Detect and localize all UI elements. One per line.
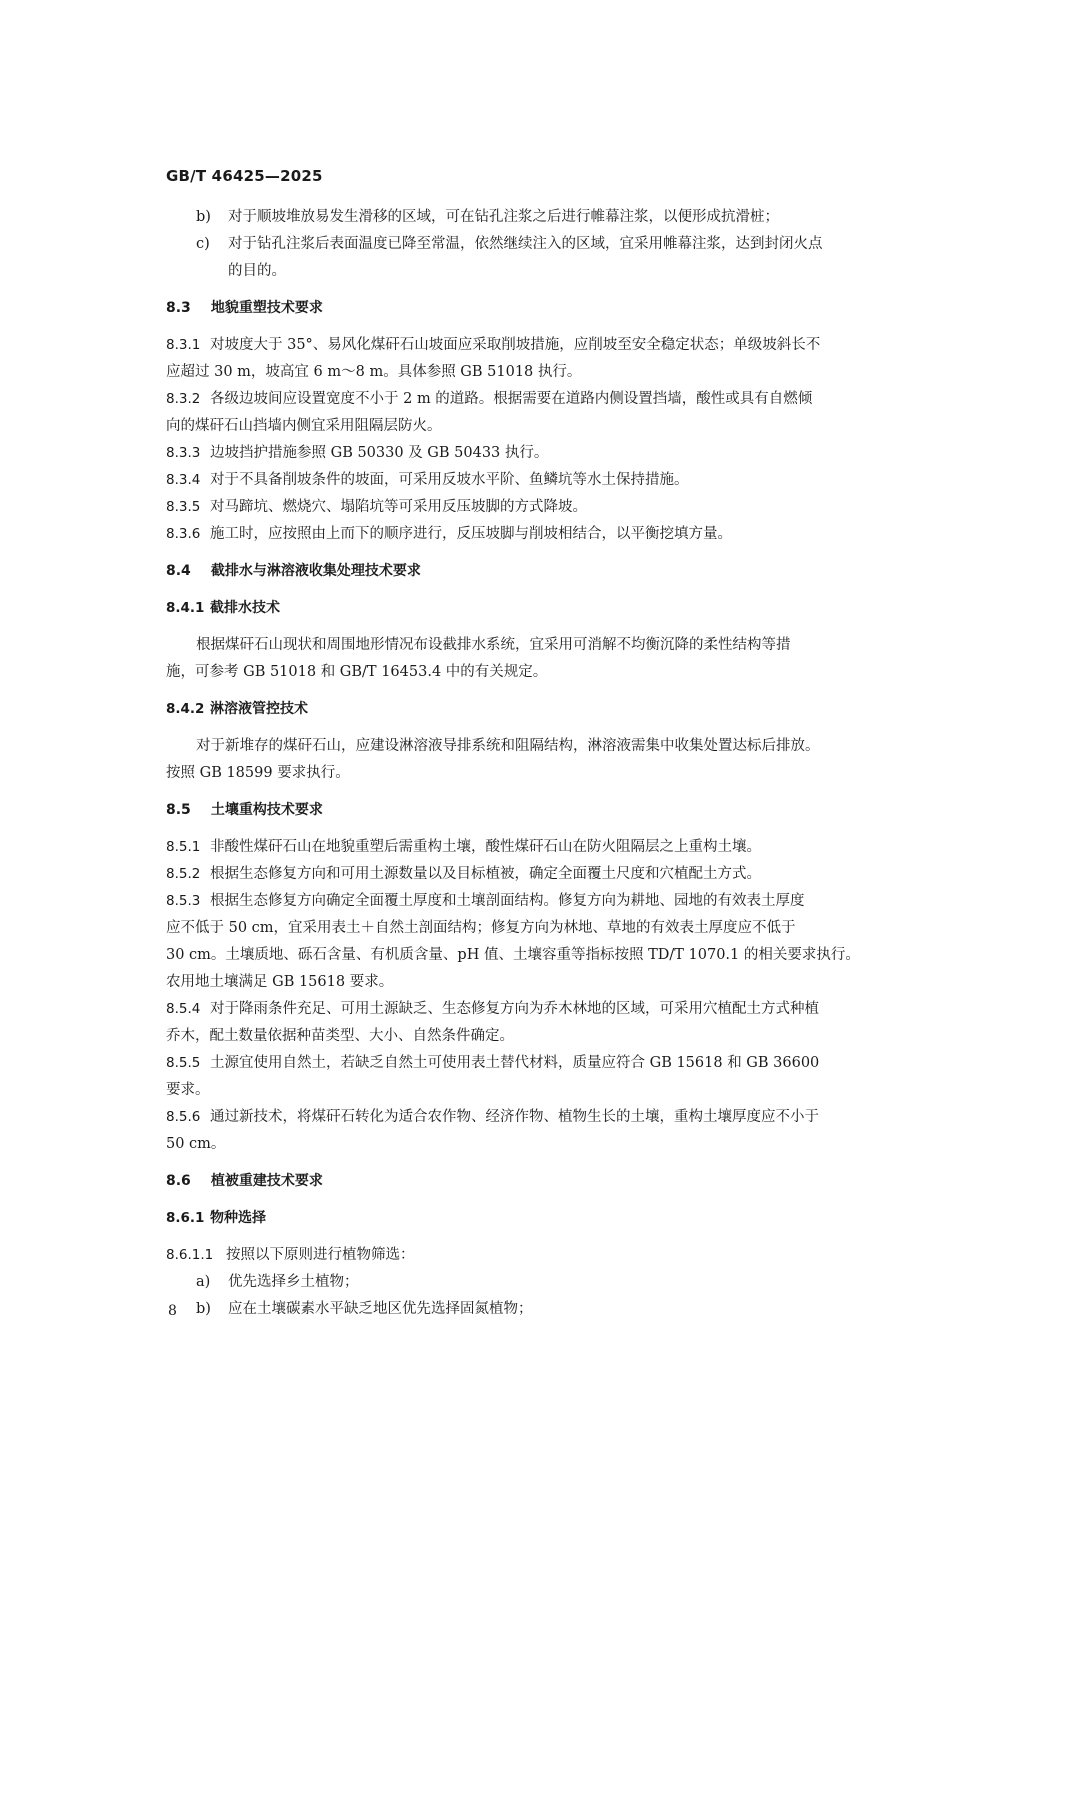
paragraph-line: 对于新堆存的煤矸石山，应建设淋溶液导排系统和阻隔结构，淋溶液需集中收集处置达标后排放。: [196, 738, 820, 754]
clause: 8.5.2 根据生态修复方向和可用土源数量以及目标植被，确定全面覆土尺度和穴植配土方式。: [166, 866, 761, 882]
list-item: c) 对于钻孔注浆后表面温度已降至常温，依然继续注入的区域，宜采用帷幕注浆，达到封闭火点: [196, 236, 823, 252]
section-heading: 8.5 土壤重构技术要求: [166, 802, 323, 818]
standard-id: GB/T 46425—2025: [166, 167, 323, 185]
list-item: a) 优先选择乡土植物；: [196, 1274, 359, 1290]
clause-line: 农用地土壤满足 GB 15618 要求。: [166, 974, 394, 990]
clause-line: 应不低于 50 cm，宜采用表土＋自然土剖面结构；修复方向为林地、草地的有效表土厚度应不低于: [166, 920, 796, 936]
clause-line: 50 cm。: [166, 1136, 226, 1152]
paragraph-line: 根据煤矸石山现状和周围地形情况布设截排水系统，宜采用可消解不均衡沉降的柔性结构等措: [196, 637, 791, 653]
list-item: b) 对于顺坡堆放易发生滑移的区域，可在钻孔注浆之后进行帷幕注浆，以便形成抗滑桩；: [196, 209, 779, 225]
section-heading: 8.3 地貌重塑技术要求: [166, 300, 323, 316]
clause: 8.5.1 非酸性煤矸石山在地貌重塑后需重构土壤，酸性煤矸石山在防火阻隔层之上重构土壤。: [166, 839, 761, 855]
clause-line: 要求。: [166, 1082, 210, 1098]
clause: 8.6.1.1 按照以下原则进行植物筛选：: [166, 1247, 415, 1263]
clause: 8.3.5 对马蹄坑、燃烧穴、塌陷坑等可采用反压坡脚的方式降坡。: [166, 499, 587, 515]
section-heading: 8.4 截排水与淋溶液收集处理技术要求: [166, 563, 421, 579]
clause: 8.5.3 根据生态修复方向确定全面覆土厚度和土壤剖面结构。修复方向为耕地、园地的有效表土厚度: [166, 893, 805, 909]
clause-line: 乔木，配土数量依据种苗类型、大小、自然条件确定。: [166, 1028, 514, 1044]
clause-line: 30 cm。土壤质地、砾石含量、有机质含量、pH 值、土壤容重等指标按照 TD/T 1070.1 的相关要求执行。: [166, 947, 860, 963]
clause: 8.3.1 对坡度大于 35°、易风化煤矸石山坡面应采取削坡措施，应削坡至安全稳定状态；单级坡斜长不: [166, 337, 821, 353]
clause: 8.3.6 施工时，应按照由上而下的顺序进行，反压坡脚与削坡相结合，以平衡挖填方量。: [166, 526, 732, 542]
subsection-heading: 8.4.2 淋溶液管控技术: [166, 701, 308, 717]
clause: 8.5.4 对于降雨条件充足、可用土源缺乏、生态修复方向为乔木林地的区域，可采用穴植配土方式种植: [166, 1001, 819, 1017]
clause: 8.5.5 土源宜使用自然土，若缺乏自然土可使用表土替代材料，质量应符合 GB 15618 和 GB 36600: [166, 1055, 820, 1071]
section-heading: 8.6 植被重建技术要求: [166, 1173, 323, 1189]
clause: 8.3.2 各级边坡间应设置宽度不小于 2 m 的道路。根据需要在道路内侧设置挡墙，酸性或具有自燃倾: [166, 391, 813, 407]
list-item: b) 应在土壤碳素水平缺乏地区优先选择固氮植物；: [196, 1301, 533, 1317]
document-body: [166, 204, 918, 1323]
clause: 8.3.3 边坡挡护措施参照 GB 50330 及 GB 50433 执行。: [166, 445, 549, 461]
page-number: 8: [168, 1303, 177, 1319]
clause: 8.3.4 对于不具备削坡条件的坡面，可采用反坡水平阶、鱼鳞坑等水土保持措施。: [166, 472, 689, 488]
subsection-heading: 8.4.1 截排水技术: [166, 600, 280, 616]
subsection-heading: 8.6.1 物种选择: [166, 1210, 266, 1226]
list-item-continuation: 的目的。: [228, 263, 286, 279]
paragraph-line: 按照 GB 18599 要求执行。: [166, 765, 350, 781]
clause-line: 向的煤矸石山挡墙内侧宜采用阻隔层防火。: [166, 418, 442, 434]
paragraph-line: 施，可参考 GB 51018 和 GB/T 16453.4 中的有关规定。: [166, 664, 548, 680]
clause: 8.5.6 通过新技术，将煤矸石转化为适合农作物、经济作物、植物生长的土壤，重构土壤厚度应不小于: [166, 1109, 819, 1125]
clause-line: 应超过 30 m，坡高宜 6 m～8 m。具体参照 GB 51018 执行。: [166, 364, 582, 380]
